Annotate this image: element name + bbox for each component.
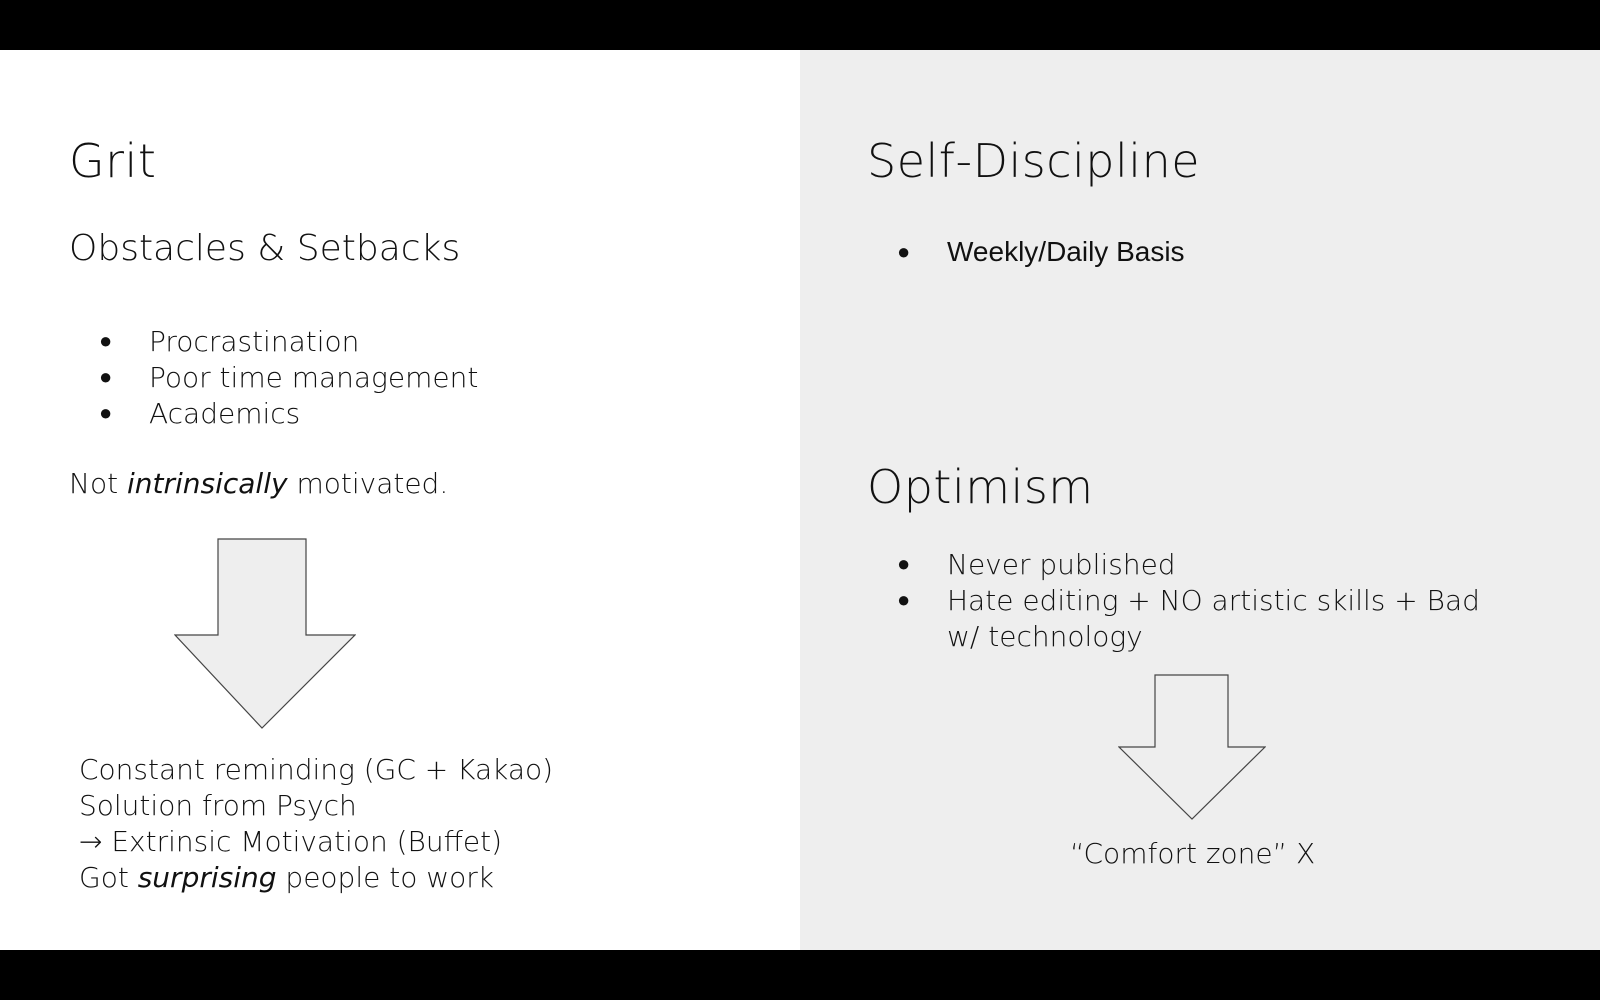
right-panel — [800, 50, 1600, 950]
bullet-icon: ● — [99, 329, 113, 354]
self-discipline-list — [867, 234, 1527, 270]
list-item: ● Procrastination — [99, 325, 360, 358]
motivation-statement: Not intrinsically motivated. — [69, 467, 449, 500]
list-item: ● Never published — [897, 548, 1176, 581]
slide — [0, 50, 1600, 950]
list-item: ● Poor time management — [99, 361, 479, 394]
self-discipline-title: Self-Discipline — [867, 134, 1201, 188]
optimism-title: Optimism — [867, 460, 1094, 514]
bullet-icon: ● — [99, 365, 113, 390]
obstacles-subtitle: Obstacles & Setbacks — [69, 228, 461, 269]
optimism-list — [867, 547, 1507, 655]
list-item: ● Academics — [99, 397, 301, 430]
bullet-icon: ● — [897, 588, 911, 613]
left-panel — [0, 50, 800, 950]
down-arrow-icon — [1118, 674, 1266, 820]
list-item: ● Weekly/Daily Basis — [867, 234, 1527, 270]
list-item: ● Hate editing + NO artistic skills + Bad w/ technology — [897, 584, 1480, 653]
outcome-line: → Extrinsic Motivation (Buffet) — [79, 825, 503, 858]
obstacles-list — [69, 324, 669, 432]
bullet-icon: ● — [897, 552, 911, 577]
bullet-icon: ● — [99, 401, 113, 426]
grit-title: Grit — [69, 134, 157, 188]
outcome-line: Got surprising people to work — [79, 861, 494, 894]
outcomes-block — [79, 752, 553, 896]
outcome-line: Constant reminding (GC + Kakao) — [79, 753, 554, 786]
down-arrow-icon — [174, 538, 356, 730]
comfort-zone-conclusion: “Comfort zone” X — [1070, 837, 1316, 870]
outcome-line: Solution from Psych — [79, 789, 357, 822]
bullet-icon: ● — [897, 239, 911, 264]
